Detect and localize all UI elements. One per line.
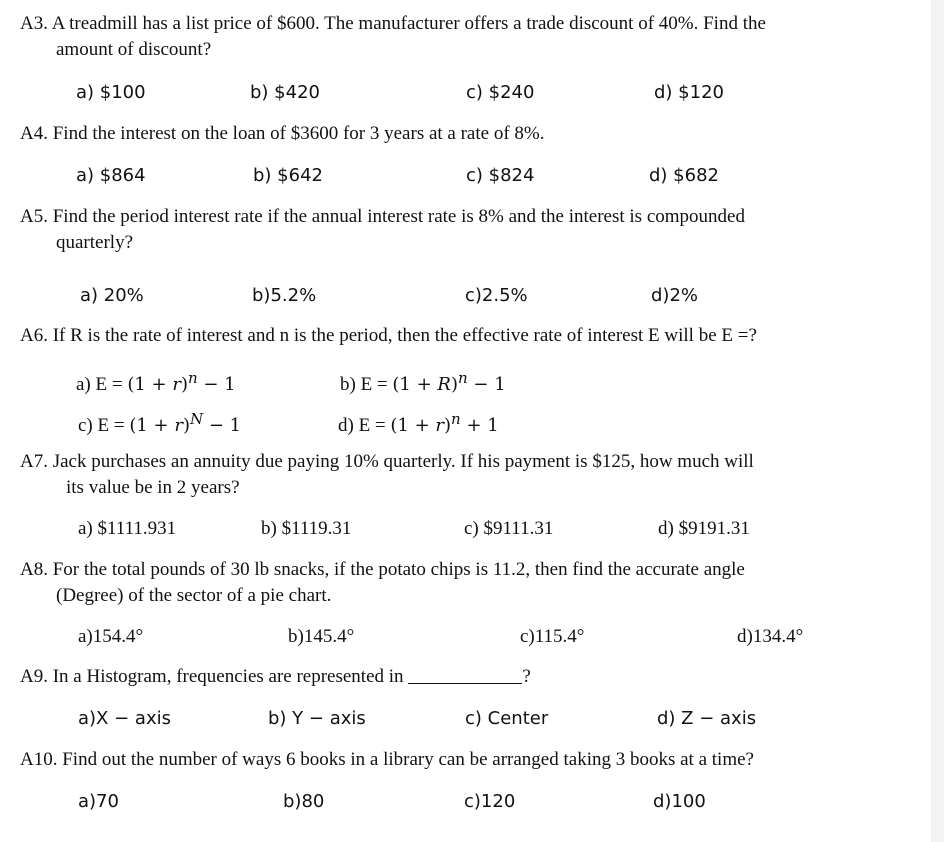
option-a[interactable]: a)X − axis [78, 708, 171, 729]
question-text: Jack purchases an annuity due paying 10% quarterly. If his payment is $125, how much will [52, 451, 754, 472]
question-text: If R is the rate of interest and n is the period, then the effective rate of interest E will be E =? [52, 325, 757, 346]
option-label: b) E = [340, 374, 388, 395]
formula-tail: − 1 [203, 415, 242, 436]
scrollbar-gutter[interactable] [931, 0, 944, 842]
option-c[interactable]: c) $9111.31 [464, 518, 554, 539]
question-text-continued: its value be in 2 years? [66, 477, 240, 498]
option-b[interactable]: b) Y − axis [268, 708, 366, 729]
option-label: c) E = [78, 415, 125, 436]
option-a[interactable]: a) 20% [80, 285, 144, 306]
option-a[interactable]: a) $100 [76, 82, 146, 103]
question-text: For the total pounds of 30 lb snacks, if the potato chips is 11.2, then find the accurate angle [52, 559, 745, 580]
option-b[interactable]: b)145.4° [288, 626, 355, 647]
question-number: A9. [20, 666, 48, 687]
formula-variable: R [437, 374, 451, 395]
option-b[interactable] [340, 365, 506, 398]
formula-base: (1 + [127, 374, 173, 395]
formula-exponent: n [187, 369, 198, 387]
question-text: In a Histogram, frequencies are represented in [52, 666, 404, 687]
formula [129, 410, 242, 436]
question-number: A4. [20, 123, 48, 144]
option-c[interactable]: c)120 [464, 791, 516, 812]
question-number: A6. [20, 325, 48, 346]
formula-close: ) [444, 415, 452, 436]
option-a[interactable]: a)70 [78, 791, 119, 812]
question-number: A3. [20, 13, 48, 34]
option-b[interactable]: b)80 [283, 791, 325, 812]
question-a7 [20, 449, 754, 475]
formula-tail: + 1 [460, 415, 499, 436]
question-text: A treadmill has a list price of $600. The manufacturer offers a trade discount of 40%. Find the [51, 13, 766, 34]
option-d[interactable]: d) $120 [654, 82, 724, 103]
option-c[interactable]: c)2.5% [465, 285, 528, 306]
formula-close: ) [182, 415, 190, 436]
formula-close: ) [180, 374, 188, 395]
question-a6 [20, 323, 757, 349]
option-a[interactable]: a)154.4° [78, 626, 144, 647]
option-d[interactable]: d) $682 [649, 165, 719, 186]
question-a5 [20, 204, 745, 230]
option-c[interactable]: c)115.4° [520, 626, 585, 647]
formula-variable: r [435, 415, 445, 436]
formula-base: (1 + [129, 415, 175, 436]
formula-tail: − 1 [467, 374, 506, 395]
question-text: Find out the number of ways 6 books in a library can be arranged taking 3 books at a time? [62, 749, 754, 770]
question-text: Find the period interest rate if the annual interest rate is 8% and the interest is compounded [52, 206, 745, 227]
formula-base: (1 + [392, 374, 438, 395]
formula-exponent: n [451, 410, 461, 428]
option-b[interactable]: b) $1119.31 [261, 518, 352, 539]
option-d[interactable]: d) $9191.31 [658, 518, 750, 539]
formula-exponent: N [189, 410, 204, 428]
option-d[interactable]: d)2% [651, 285, 699, 306]
formula-tail: − 1 [197, 374, 236, 395]
option-c[interactable]: c) $824 [466, 165, 535, 186]
option-c[interactable] [78, 406, 241, 439]
formula [390, 410, 499, 436]
option-d[interactable]: d)100 [653, 791, 706, 812]
formula-base: (1 + [390, 415, 436, 436]
question-text: Find the interest on the loan of $3600 for 3 years at a rate of 8%. [52, 123, 545, 144]
option-b[interactable]: b) $642 [253, 165, 323, 186]
formula-variable: r [174, 415, 183, 436]
question-text-continued: amount of discount? [56, 39, 212, 60]
option-label: d) E = [338, 415, 386, 436]
option-a[interactable]: a) $1111.931 [78, 518, 177, 539]
option-a[interactable] [76, 365, 236, 398]
question-a8 [20, 557, 745, 583]
question-text-continued: (Degree) of the sector of a pie chart. [56, 585, 332, 606]
option-d[interactable] [338, 406, 499, 439]
option-d[interactable]: d)134.4° [737, 626, 804, 647]
question-number: A7. [20, 451, 48, 472]
option-b[interactable]: b)5.2% [252, 285, 317, 306]
question-a3 [20, 11, 766, 37]
question-a4 [20, 121, 544, 147]
question-number: A5. [20, 206, 48, 227]
formula [392, 369, 506, 395]
answer-blank [408, 665, 522, 684]
option-a[interactable]: a) $864 [76, 165, 146, 186]
option-c[interactable]: c) $240 [466, 82, 535, 103]
formula-exponent: n [458, 369, 468, 387]
question-number: A10. [20, 749, 58, 770]
question-text-continued: quarterly? [56, 232, 134, 253]
question-number: A8. [20, 559, 48, 580]
option-c[interactable]: c) Center [465, 708, 549, 729]
option-b[interactable]: b) $420 [250, 82, 320, 103]
question-a10 [20, 747, 754, 773]
formula-close: ) [450, 374, 458, 395]
option-label: a) E = [76, 374, 123, 395]
formula [127, 369, 236, 395]
option-d[interactable]: d) Z − axis [657, 708, 757, 729]
question-a9 [20, 664, 531, 690]
formula-variable: r [172, 374, 181, 395]
question-suffix: ? [522, 666, 531, 687]
